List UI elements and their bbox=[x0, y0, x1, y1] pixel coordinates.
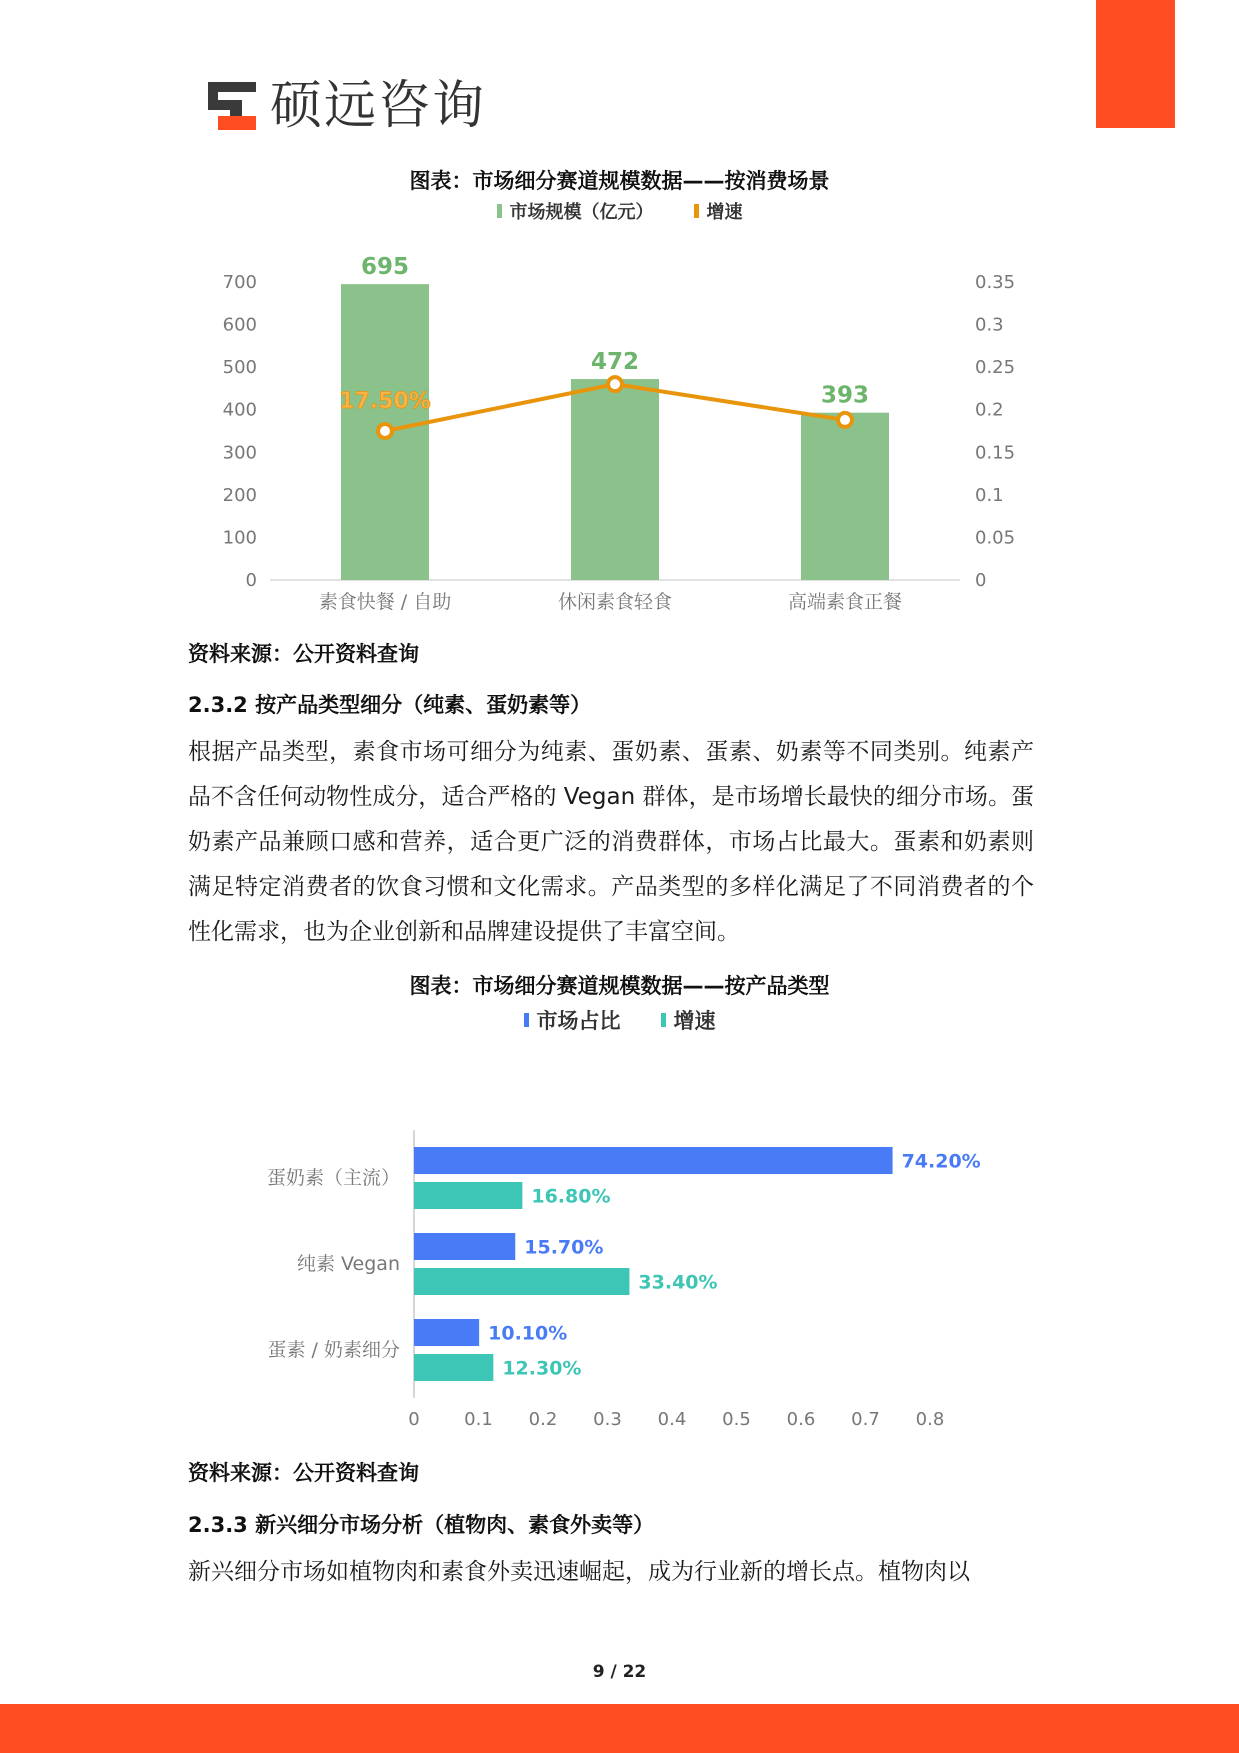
x-tick-label: 0.5 bbox=[722, 1409, 751, 1430]
bar bbox=[414, 1147, 893, 1174]
x-tick-label: 0.8 bbox=[915, 1409, 945, 1430]
bar-data-label: 12.30% bbox=[502, 1357, 582, 1380]
bar-data-label: 33.40% bbox=[638, 1271, 718, 1294]
section-paragraph-233: 新兴细分市场如植物肉和素食外卖迅速崛起，成为行业新的增长点。植物肉以 bbox=[188, 1559, 970, 1585]
y-left-tick-label: 400 bbox=[222, 399, 257, 421]
y-right-tick-label: 0.35 bbox=[975, 272, 1016, 293]
section-heading-233: 2.3.3 新兴细分市场分析（植物肉、素食外卖等） bbox=[188, 1513, 655, 1537]
y-category-label: 蛋奶素（主流） bbox=[266, 1167, 400, 1189]
chart1-legend-item-size bbox=[497, 198, 654, 224]
section-paragraph-232: 根据产品类型，素食市场可细分为纯素、蛋奶素、蛋素、奶素等不同类别。纯素产品不含任何动物性成分，适合严格的 Vegan 群体，是市场增长最快的细分市场。蛋奶素产品兼顾口感和营养，适合更广泛的消费群体，市场占比最大。蛋素和奶素则满足特定消费者的饮食习惯和文化需求。产品类型的多样化满足了不同消费者的个性化需求，也为企业创新和品牌建设提供了丰富空间。 bbox=[188, 739, 1034, 945]
y-left-tick-label: 700 bbox=[222, 272, 257, 293]
chart2-svg bbox=[240, 1120, 1020, 1440]
legend-swatch-growth bbox=[694, 204, 699, 218]
x-tick-label: 0.3 bbox=[593, 1409, 622, 1430]
y-left-tick-label: 200 bbox=[222, 484, 257, 506]
chart2-title: 图表：市场细分赛道规模数据——按产品类型 bbox=[409, 974, 830, 998]
x-tick-label: 0.4 bbox=[657, 1409, 687, 1430]
y-right-tick-label: 0.05 bbox=[975, 527, 1016, 549]
legend-label-size: 市场规模（亿元） bbox=[509, 202, 654, 223]
y-left-tick-label: 600 bbox=[222, 314, 257, 336]
y-right-tick-label: 0 bbox=[975, 570, 987, 591]
growth-point bbox=[378, 424, 392, 438]
chart1-title: 图表：市场细分赛道规模数据——按消费场景 bbox=[409, 169, 830, 193]
bar bbox=[414, 1354, 493, 1381]
legend-label-share: 市场占比 bbox=[536, 1009, 621, 1033]
y-right-tick-label: 0.25 bbox=[975, 357, 1016, 379]
corner-accent-block bbox=[1096, 0, 1175, 128]
legend-swatch-growth bbox=[661, 1013, 666, 1027]
footer-accent-bar bbox=[0, 1704, 1239, 1753]
growth-point bbox=[838, 413, 852, 427]
x-tick-label: 休闲素食轻食 bbox=[557, 591, 673, 613]
y-left-tick-label: 500 bbox=[222, 357, 257, 379]
chart2-legend-item-share bbox=[524, 1005, 621, 1035]
source-note: 资料来源：公开资料查询 bbox=[188, 642, 419, 666]
x-tick-label: 0.1 bbox=[464, 1409, 493, 1430]
chart1-legend bbox=[0, 198, 1239, 224]
y-category-label: 纯素 Vegan bbox=[297, 1253, 400, 1275]
growth-point bbox=[608, 377, 622, 391]
bar-data-label: 10.10% bbox=[488, 1322, 568, 1345]
y-right-tick-label: 0.3 bbox=[975, 314, 1004, 336]
y-right-tick-label: 0.2 bbox=[975, 399, 1004, 421]
bar-data-label: 393 bbox=[820, 382, 870, 409]
bar bbox=[414, 1182, 522, 1209]
chart2-legend-item-growth bbox=[661, 1005, 716, 1035]
chart2-legend bbox=[0, 1005, 1239, 1035]
x-tick-label: 高端素食正餐 bbox=[787, 591, 903, 613]
y-left-tick-label: 0 bbox=[245, 570, 257, 591]
logo-mark-icon bbox=[202, 78, 260, 134]
x-tick-label: 0.2 bbox=[528, 1409, 558, 1430]
bar bbox=[414, 1268, 629, 1295]
x-tick-label: 0.7 bbox=[851, 1409, 880, 1430]
bar bbox=[414, 1319, 479, 1346]
x-tick-label: 0.6 bbox=[786, 1409, 816, 1430]
bar-data-label: 695 bbox=[360, 254, 410, 281]
bar-data-label: 74.20% bbox=[901, 1150, 981, 1173]
page-number: 9 / 22 bbox=[592, 1662, 647, 1682]
section-heading-232: 2.3.2 按产品类型细分（纯素、蛋奶素等） bbox=[188, 693, 592, 717]
chart1-legend-item-growth bbox=[694, 198, 743, 224]
y-left-tick-label: 300 bbox=[222, 442, 257, 464]
bar-data-label: 16.80% bbox=[531, 1185, 611, 1208]
x-tick-label: 0 bbox=[408, 1409, 420, 1430]
legend-swatch-share bbox=[524, 1013, 529, 1027]
bar-data-label: 15.70% bbox=[524, 1236, 604, 1259]
bar-data-label: 472 bbox=[590, 349, 640, 376]
legend-swatch-size bbox=[497, 204, 502, 218]
bar bbox=[801, 413, 889, 580]
bar bbox=[571, 379, 659, 580]
brand-logo bbox=[202, 76, 486, 136]
bar bbox=[414, 1233, 515, 1260]
legend-label-growth: 增速 bbox=[673, 1009, 716, 1033]
source-note: 资料来源：公开资料查询 bbox=[188, 1461, 419, 1485]
chart1-svg bbox=[200, 225, 1040, 620]
x-tick-label: 素食快餐 / 自助 bbox=[318, 591, 452, 613]
y-right-tick-label: 0.15 bbox=[975, 442, 1016, 464]
y-left-tick-label: 100 bbox=[222, 527, 257, 549]
y-category-label: 蛋素 / 奶素细分 bbox=[267, 1339, 400, 1361]
brand-name: 硕远咨询 bbox=[270, 76, 487, 136]
growth-data-label: 17.50% bbox=[339, 389, 431, 414]
y-right-tick-label: 0.1 bbox=[975, 484, 1004, 506]
legend-label-growth: 增速 bbox=[706, 202, 743, 223]
